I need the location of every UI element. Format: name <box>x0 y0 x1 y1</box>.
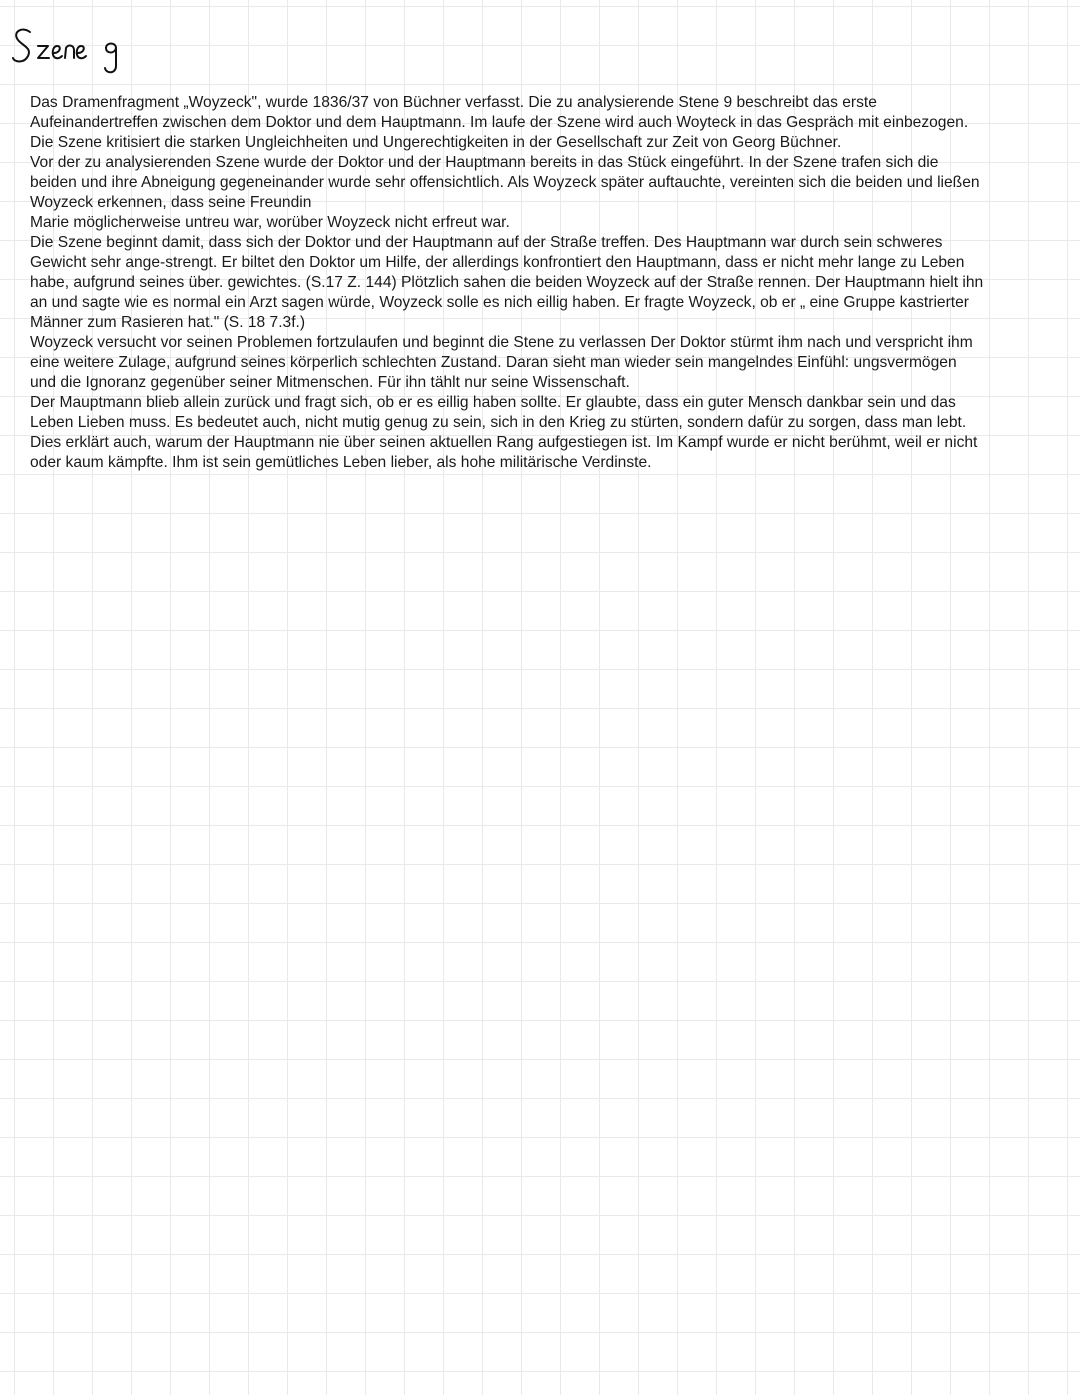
essay-body <box>30 93 1066 473</box>
handwritten-heading <box>8 10 148 80</box>
handwritten-heading-drawing <box>8 10 148 80</box>
paragraph-5: Die Szene beginnt damit, dass sich der Doktor und der Hauptmann auf der Straße treffen. Des Hauptmann war durch sein schweres Gewicht sehr ange-strengt. Er biltet den Doktor um Hilfe, der allerdings konfrontiert den Hauptmann, dass er nicht mehr lange zu Leben habe, aufgrund seines über. gewichtes. (S.17 Z. 144) Plötzlich sahen die beiden Woyzeck auf der Straße rennen. Der Hauptmann hielt ihn an und sagte wie es normal ein Arzt sagen würde, Woyzeck solle es nich eillig haben. Er fragte Woyzeck, ob er „ eine Gruppe kastrierter Männer zum Rasieren hat." (S. 18 7.3f.) <box>30 234 984 331</box>
paragraph-1: Das Dramenfragment „Woyzeck", wurde 1836/37 von Büchner verfasst. Die zu analysierende Stene 9 beschreibt das erste Aufeinandertreffen zwischen dem Doktor und dem Hauptmann. Im laufe der Szene wird auch Woyteck in das Gespräch mit einbezogen. <box>30 94 969 131</box>
paragraph-6: Woyzeck versucht vor seinen Problemen fortzulaufen und beginnt die Stene zu verlassen Der Doktor stürmt ihm nach und verspricht ihm eine weitere Zulage, aufgrund seines körperlich schlechten Zustand. Daran sieht man wieder sein mangelndes Einfühl: ungsvermögen und die Ignoranz gegenüber seiner Mitmenschen. Für ihn tählt nur seine Wissenschaft. <box>30 334 973 391</box>
paragraph-7: Der Mauptmann blieb allein zurück und fragt sich, ob er es eillig haben sollte. Er glaubte, dass ein guter Mensch dankbar sein und das Leben Lieben muss. Es bedeutet auch, nicht mutig genug zu sein, sich in den Krieg zu stürten, sondern dafür zu sorgen, dass man lebt. Dies erklärt auch, warum der Hauptmann nie über seinen aktuellen Rang aufgestiegen ist. Im Kampf wurde er nicht berühmt, weil er nicht oder kaum kämpfte. Ihm ist sein gemütliches Leben lieber, als hohe militärische Verdinste. <box>30 394 978 471</box>
paragraph-3: Vor der zu analysierenden Szene wurde der Doktor und der Hauptmann bereits in das Stück eingeführt. In der Szene trafen sich die beiden und ihre Abneigung gegeneinander wurde sehr offensichtlich. Als Woyzeck später auftauchte, vereinten sich die beiden und ließen Woyzeck erkennen, dass seine Freundin <box>30 154 980 211</box>
paragraph-2: Die Szene kritisiert die starken Ungleichheiten und Ungerechtigkeiten in der Gesellschaft zur Zeit von Georg Büchner. <box>30 134 842 151</box>
paragraph-4: Marie möglicherweise untreu war, worüber Woyzeck nicht erfreut war. <box>30 214 510 231</box>
